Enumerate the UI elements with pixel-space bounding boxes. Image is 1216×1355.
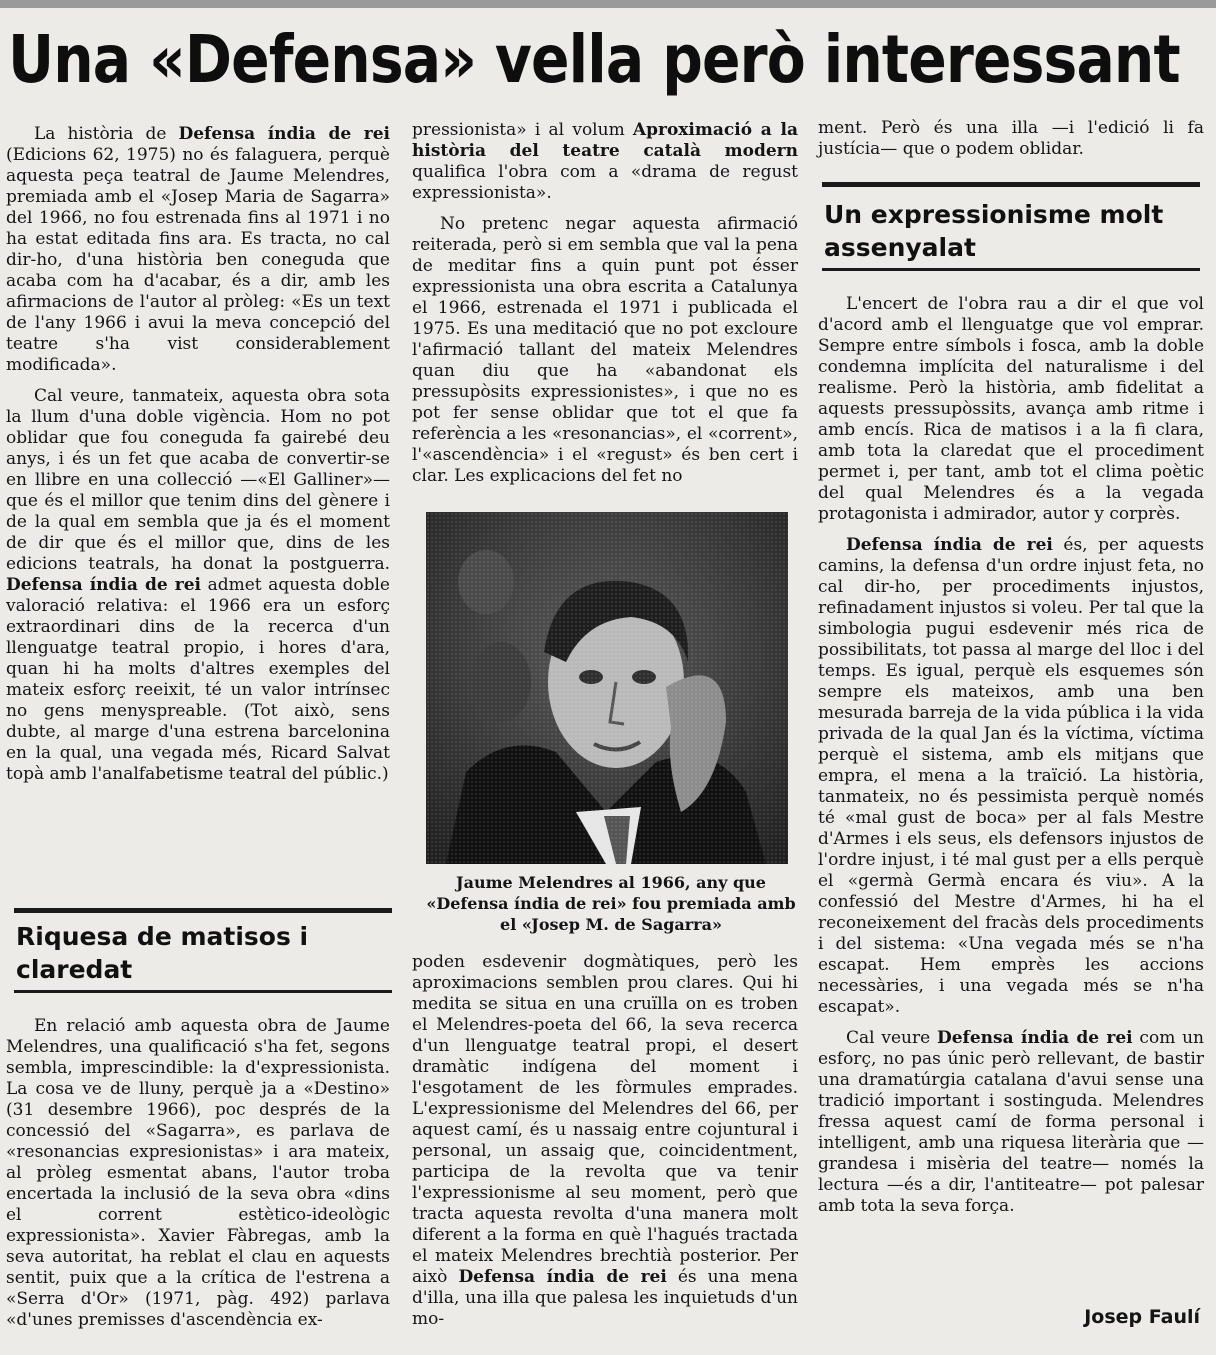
section-rule bbox=[822, 182, 1200, 187]
col3-paragraph-1: L'encert de l'obra rau a dir el que vol d'acord amb el llenguatge que vol emprar. Sempre entre símbols i fosca, amb la doble condemna implícita del naturalisme i del realisme. Però la història, amb fidelitat a aquests pressupòssits, avança amb ritme i amb encís. Rica de matisos i a la fi clara, amb tota la claredat que el procediment permet i, per tant, amb tot el clima poètic del qual Melendres és a la vegada protagonista i admirador, autor y corprès. bbox=[818, 294, 1204, 524]
col1-paragraph-3: En relació amb aquesta obra de Jaume Melendres, una qualificació s'ha fet, segons sembla, imprescindible: la d'expressionista. La cosa ve de lluny, perquè ja a «Destino» (31 desembre 1966), poc després de la concessió del «Sagarra», es parlava de «resonancias expresionistas» i ara mateix, al pròleg esmentat abans, l'autor troba encertada la inclusió de la seva obra «dins el corrent estètico-ideològic expressionista». Xavier Fàbregas, amb la seva autoritat, ha reblat el clau en aquests sentit, puix que a la crítica de l'estrena a «Serra d'Or» (1971, pàg. 492) parlava «d'unes premisses d'ascendència ex- bbox=[6, 1016, 390, 1330]
portrait-photo bbox=[426, 512, 788, 864]
col3-paragraph-2: Defensa índia de rei és, per aquests camins, la defensa d'un ordre injust feta, no cal dir-ho, per procediments injustos, refinadament injustos si voleu. Per tal que la simbologia pugui esdevenir més rica de possibilitats, tot passa al marge del lloc i del temps. Es igual, perquè els esquemes són sempre els mateixos, amb una ben mesurada barreja de la vida pública i la vida privada de la qual Jan és la víctima, víctima perquè el sistema, amb els mitjans que empra, el mena a la traïció. La història, tanmateix, no és pessimista perquè només té «mal gust de boca» per al fals Mestre d'Armes i els seus, els defensors injustos de l'ordre injust, i té mal gust per a ells perquè el «germà Germà encara és viu». A la confessió del Mestre d'Armes, hi ha el reconeixement del fracàs dels procediments i del sistema: «Una vegada més se n'ha escapat. Hem emprès les accions necessàries, i una vegada més se n'ha escapat». bbox=[818, 535, 1204, 1017]
column-2-top bbox=[412, 120, 798, 487]
subheading-riquesa: Riquesa de matisos i claredat bbox=[16, 922, 309, 984]
col1-paragraph-2: Cal veure, tanmateix, aquesta obra sota la llum d'una doble vigència. Hom no pot oblidar que fou coneguda fa gairebé deu anys, i és un fet que acaba de convertir-se en llibre en una collecció —«El Galliner»— que és el millor que tenim dins del gènere i de la qual em sembla que ja és el moment de dir que és el millor que, dins de les edicions teatrals, ha donat la postguerra. Defensa índia de rei admet aquesta doble valoració relativa: el 1966 era un esforç extraordinari dins de la recerca d'un llenguatge teatral propio, i hores d'ara, quan hi ha molts d'altres exemples del mateix esforç reeixit, té un valor intrínsec no gens menyspreable. (Tot això, sens dubte, al marge d'una estrena barcelonina en la qual, una vegada més, Ricard Salvat topà amb l'analfabetisme teatral del públic.) bbox=[6, 386, 390, 784]
column-1-bottom bbox=[6, 1016, 390, 1331]
column-3-top bbox=[818, 118, 1204, 160]
section-rule bbox=[14, 908, 392, 913]
subheading-expressionisme: Un expressionisme molt assenyalat bbox=[824, 200, 1164, 262]
headline: Una «Defensa» vella però interessant bbox=[8, 21, 1180, 98]
col3-paragraph-0: ment. Però és una illa —i l'edició li fa justícia— que o podem oblidar. bbox=[818, 118, 1204, 159]
col2-paragraph-3: poden esdevenir dogmàtiques, però les aproximacions semblen prou clares. Qui hi medita se situa en una cruïlla on es troben el Melendres-poeta del 66, la seva recerca d'un llenguatge teatral propi, el desert dramàtic indígena del moment i l'esgotament de les fòrmules emprades. L'expressionisme del Melendres del 66, per aquest camí, és u nassaig entre cojuntural i personal, un assaig que, coincidentment, participa de la revolta que va tenir l'expressionisme al seu moment, però que tracta aquesta revolta d'una manera molt diferent a la forma en què l'hagués tractada el mateix Melendres brechtià posterior. Per això Defensa índia de rei és una mena d'illa, una illa que palesa les inquietuds d'un mo- bbox=[412, 952, 799, 1329]
section-rule bbox=[822, 268, 1200, 271]
col1-paragraph-1: La història de Defensa índia de rei (Edicions 62, 1975) no és falaguera, perquè aquesta peça teatral de Jaume Melendres, premiada amb el «Josep Maria de Sagarra» del 1966, no fou estrenada fins al 1971 i no ha estat editada fins ara. Es tracta, no cal dir-ho, d'una història ben coneguda que acaba com ha d'acabar, és a dir, amb les afirmacions de l'autor al pròleg: «Es un text de l'any 1966 i avui la meva concepció del teatre s'ha vist considerablement modificada». bbox=[6, 124, 390, 375]
column-2-bottom bbox=[412, 952, 798, 1330]
column-1-top bbox=[6, 124, 390, 785]
scan-edge bbox=[0, 0, 1216, 8]
portrait-illustration bbox=[426, 512, 788, 864]
section-rule bbox=[14, 990, 392, 993]
photo-caption: Jaume Melendres al 1966, any que «Defensa índia de rei» fou premiada amb el «Josep M. de Sagarra» bbox=[426, 873, 796, 934]
column-3-body bbox=[818, 294, 1204, 1217]
col3-paragraph-3: Cal veure Defensa índia de rei com un esforç, no pas únic però rellevant, de bastir una dramatúrgia catalana d'avui sense una tradició important i sostinguda. Melendres fressa aquest camí de forma personal i intelligent, amb una riquesa literària que —grandesa i misèria del teatre— només la lectura —és a dir, l'antiteatre— pot palesar amb tota la seva força. bbox=[818, 1028, 1204, 1216]
col2-paragraph-2: No pretenc negar aquesta afirmació reiterada, però si em sembla que val la pena de meditar fins a quin punt pot ésser expressionista una obra escrita a Catalunya el 1966, estrenada el 1971 i publicada el 1975. Es una meditació que no pot excloure l'afirmació tallant del mateix Melendres quan diu que ha «abandonat els pressupòsits expressionistes», i que no es pot fer sense oblidar que tot el que fa referència a les «resonancias», el «corrent», l'«ascendència» i el «regust» és ben cert i clar. Les explicacions del fet no bbox=[412, 214, 798, 486]
author-signature: Josep Faulí bbox=[1084, 1306, 1200, 1328]
col2-paragraph-1: pressionista» i al volum Aproximació a la història del teatre català modern qualifica l'obra com a «drama de regust expressionista». bbox=[412, 120, 798, 203]
